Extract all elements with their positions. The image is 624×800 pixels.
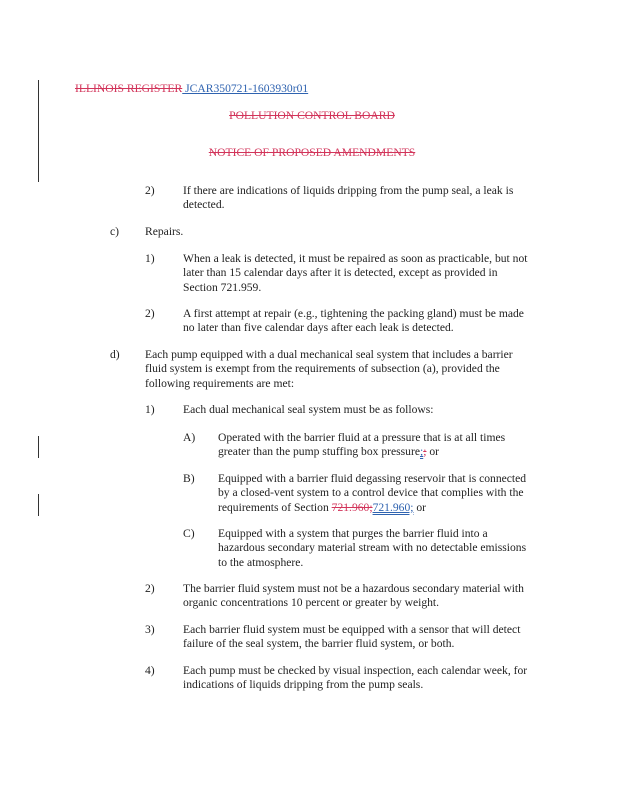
deleted-text: 721.960; (331, 500, 373, 514)
item-number: 4) (145, 664, 155, 677)
paragraph: Equipped with a system that purges the barrier fluid into a hazardous secondary material stream with no detectable emissions to the atmosphere. (218, 527, 527, 569)
subitem-letter: A) (183, 431, 196, 444)
board-title: POLLUTION CONTROL BOARD (229, 109, 395, 122)
subitem-letter: C) (183, 527, 195, 540)
paragraph: When a leak is detected, it must be repaired as soon as practicable, but not later than 15 calendar days after it is detected, except as provided in Section 721.959. (183, 252, 528, 294)
change-bar-a (38, 436, 39, 458)
item-number: 2) (145, 184, 155, 197)
change-bar-header (38, 80, 39, 182)
paragraph: Each barrier fluid system must be equipped with a sensor that will detect failure of the seal system, the barrier fluid system, or both. (183, 623, 521, 651)
section-letter: d) (110, 348, 120, 361)
item-number: 1) (145, 252, 155, 265)
notice-title: NOTICE OF PROPOSED AMENDMENTS (208, 146, 416, 159)
item-number: 3) (145, 623, 155, 636)
inserted-text: 721.960; (372, 500, 414, 514)
paragraph: Equipped with a barrier fluid degassing reservoir that is connected by a closed-vent system to a control device that complies with the requirements of Section 721.960;721.960; or (218, 472, 527, 514)
deleted-text: ; (423, 445, 427, 459)
section-heading: Repairs. (145, 225, 184, 238)
register-header (75, 82, 308, 96)
subitem-letter: B) (183, 472, 195, 485)
paragraph: Each dual mechanical seal system must be as follows: (183, 403, 434, 416)
inserted-text: ; (419, 445, 424, 459)
register-deleted: ILLINOIS REGISTER (75, 82, 183, 95)
item-number: 2) (145, 582, 155, 595)
paragraph: Each pump equipped with a dual mechanical seal system that includes a barrier fluid system is exempt from the requirements of subsection (a), provided the following requirements are met: (145, 348, 513, 390)
register-inserted: JCAR350721-1603930r01 (182, 82, 309, 95)
item-number: 1) (145, 403, 155, 416)
section-letter: c) (110, 225, 120, 238)
paragraph: The barrier fluid system must not be a hazardous secondary material with organic concentrations 10 percent or greater by weight. (183, 582, 524, 610)
change-bar-b (38, 494, 39, 516)
item-number: 2) (145, 307, 155, 320)
paragraph: A first attempt at repair (e.g., tightening the packing gland) must be made no later than five calendar days after each leak is detected. (183, 307, 524, 335)
paragraph: Each pump must be checked by visual inspection, each calendar week, for indications of liquids dripping from the pump seals. (183, 664, 528, 692)
paragraph: Operated with the barrier fluid at a pressure that is at all times greater than the pump stuffing box pressure;; or (218, 431, 506, 459)
paragraph: If there are indications of liquids dripping from the pump seal, a leak is detected. (183, 184, 514, 212)
